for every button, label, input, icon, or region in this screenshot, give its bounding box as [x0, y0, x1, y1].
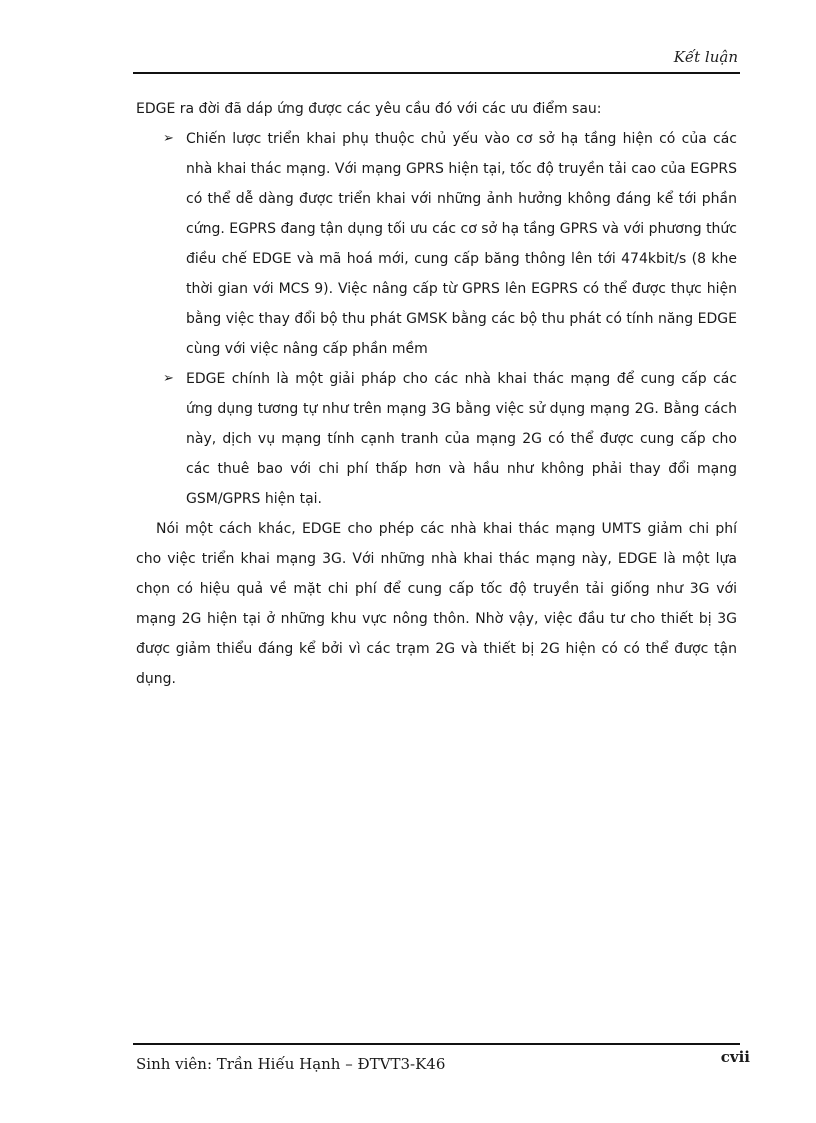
list-item: [136, 364, 737, 514]
arrow-bullet-icon: ➢: [163, 131, 174, 146]
page-number: cvii: [720, 1048, 750, 1066]
footer-author: Sinh viên: Trần Hiếu Hạnh – ĐTVT3-K46: [136, 1055, 446, 1073]
header-divider: [133, 72, 740, 74]
arrow-bullet-icon: ➢: [163, 371, 174, 386]
document-body: [136, 94, 737, 694]
list-item-text: EDGE chính là một giải pháp cho các nhà khai thác mạng để cung cấp các ứng dụng tương tự như trên mạng 3G bằng việc sử dụng mạng 2G. Bằng cách này, dịch vụ mạng tính cạnh tranh của mạng 2G có thể được cung cấp cho các thuê bao với chi phí thấp hơn và hầu như không phải thay đổi mạng GSM/GPRS hiện tại.: [186, 371, 737, 507]
footer-divider: [133, 1043, 740, 1045]
list-item: [136, 124, 737, 364]
conclusion-paragraph: Nói một cách khác, EDGE cho phép các nhà khai thác mạng UMTS giảm chi phí cho việc triển khai mạng 3G. Với những nhà khai thác mạng này, EDGE là một lựa chọn có hiệu quả về mặt chi phí để cung cấp tốc độ truyền tải giống như 3G với mạng 2G hiện tại ở những khu vực nông thôn. Nhờ vậy, việc đầu tư cho thiết bị 3G được giảm thiểu đáng kể bởi vì các trạm 2G và thiết bị 2G hiện có có thể được tận dụng.: [136, 521, 737, 687]
list-item-text: Chiến lược triển khai phụ thuộc chủ yếu vào cơ sở hạ tầng hiện có của các nhà khai thác mạng. Với mạng GPRS hiện tại, tốc độ truyền tải cao của EGPRS có thể dễ dàng được triển khai với những ảnh hưởng không đáng kể tới phần cứng. EGPRS đang tận dụng tối ưu các cơ sở hạ tầng GPRS và với phương thức điều chế EDGE và mã hoá mới, cung cấp băng thông lên tới 474kbit/s (8 khe thời gian với MCS 9). Việc nâng cấp từ GPRS lên EGPRS có thể được thực hiện bằng việc thay đổi bộ thu phát GMSK bằng các bộ thu phát có tính năng EDGE cùng với việc nâng cấp phần mềm: [186, 131, 737, 357]
intro-paragraph: EDGE ra đời đã dáp ứng được các yêu cầu đó với các ưu điểm sau:: [136, 101, 602, 117]
page-header-title: Kết luận: [673, 48, 738, 66]
advantages-list: [136, 124, 737, 514]
